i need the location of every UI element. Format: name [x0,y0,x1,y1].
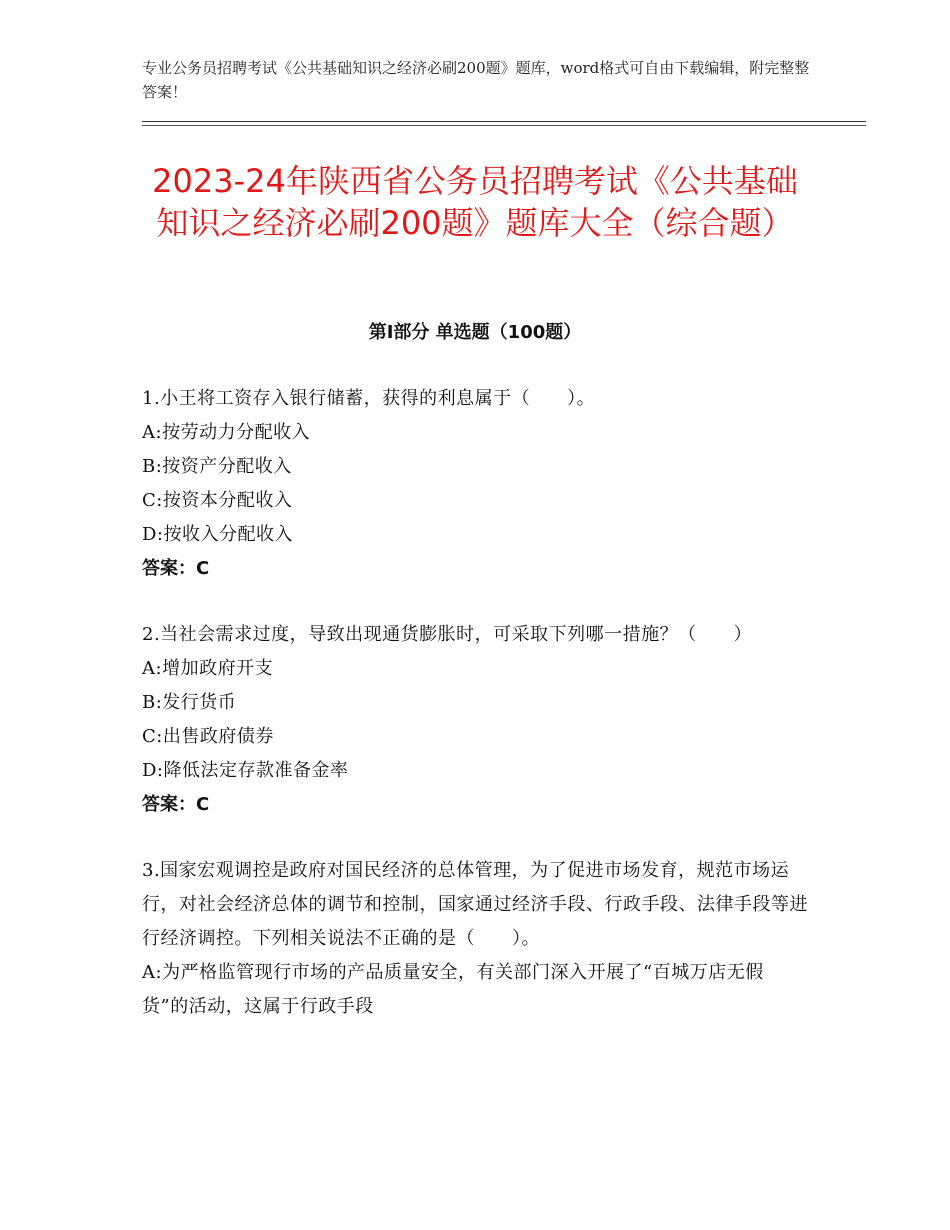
option-d: D:降低法定存款准备金率 [142,760,349,781]
option-b: B:按资产分配收入 [142,456,292,477]
option-c: C:出售政府债券 [142,726,274,747]
question-list [142,382,808,1056]
option-a: A:按劳动力分配收入 [142,422,311,443]
section-title: 第Ⅰ部分 单选题（100题） [368,322,582,343]
question-stem: 2.当社会需求过度，导致出现通货膨胀时，可采取下列哪一措施？（ ） [142,624,753,645]
header-rule-thin [142,125,866,126]
answer: 答案：C [142,794,210,815]
option-a: A:为严格监管现行市场的产品质量安全，有关部门深入开展了“百城万店无假货”的活动，这属于行政手段 [142,962,764,1017]
option-b: B:发行货币 [142,692,237,713]
question-stem: 3.国家宏观调控是政府对国民经济的总体管理，为了促进市场发育，规范市场运行，对社会经济总体的调节和控制，国家通过经济手段、行政手段、法律手段等进行经济调控。下列相关说法不正确的是（ ）。 [142,860,808,949]
option-c: C:按资本分配收入 [142,490,293,511]
question-2 [142,618,808,822]
question-3 [142,854,808,1024]
header-rule [142,121,866,122]
question-1 [142,382,808,586]
answer: 答案：C [142,558,210,579]
option-a: A:增加政府开支 [142,658,274,679]
option-d: D:按收入分配收入 [142,524,293,545]
header-note: 专业公务员招聘考试《公共基础知识之经济必刷200题》题库，word格式可自由下载编辑，附完整整答案！ [142,59,810,101]
question-stem: 1.小王将工资存入银行储蓄，获得的利息属于（ ）。 [142,388,596,409]
document-title: 2023-24年陕西省公务员招聘考试《公共基础知识之经济必刷200题》题库大全（综合题） [152,162,798,242]
